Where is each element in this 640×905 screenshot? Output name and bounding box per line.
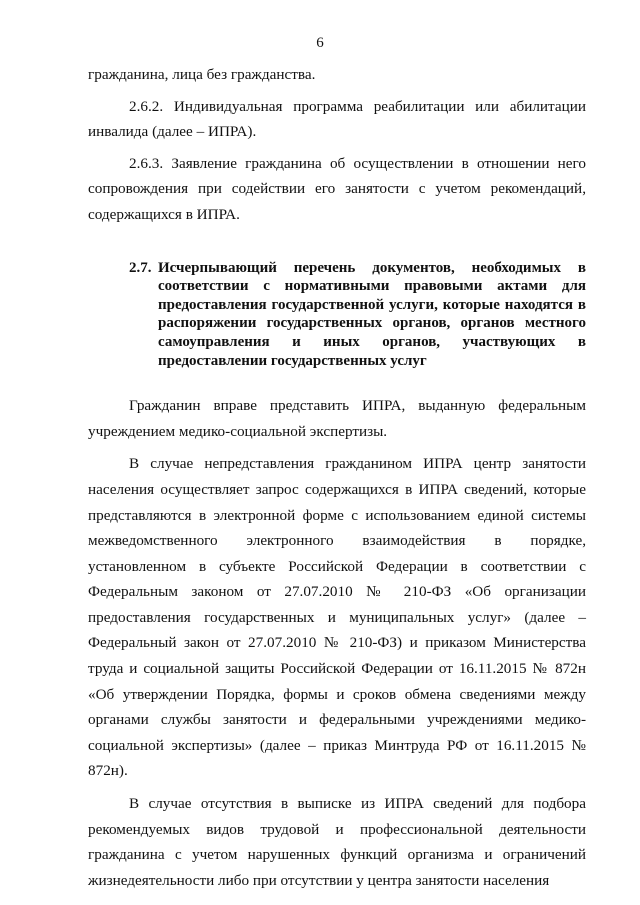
document-body xyxy=(88,62,586,893)
section-title xyxy=(158,259,586,371)
body-paragraph-1: Гражданин вправе представить ИПРА, выданную федеральным учреждением медико-социальной экспертизы. xyxy=(88,397,586,440)
page-number: 6 xyxy=(316,35,324,51)
section-title-line: предоставления государственной услуги, которые находятся в xyxy=(158,296,586,313)
body-paragraph-2: В случае непредставления гражданином ИПРА центр занятости населения осуществляет запрос содержащихся в ИПРА сведений, которые представляются в электронной форме с использованием единой системы межведомственного электронного взаимодействия в порядке, установленном в субъекте Российской Федерации в соответствии с Федеральным законом от 27.07.2010 № 210-ФЗ «Об организации предоставления государственных и муниципальных услуг» (далее – Федеральный закон от 27.07.2010 № 210-ФЗ) и приказом Министерства труда и социальной защиты Российской Федерации от 16.11.2015 № 872н «Об утверждении Порядка, формы и сроков обмена сведениями между органами службы занятости и федеральными учреждениями медико-социальной экспертизы» (далее – приказ Минтруда РФ от 16.11.2015 № 872н). xyxy=(88,455,586,780)
section-title-line: самоуправления и иных органов, участвующих в xyxy=(158,333,586,350)
paragraph-2-6-2: 2.6.2. Индивидуальная программа реабилитации или абилитации инвалида (далее – ИПРА). xyxy=(88,97,586,141)
section-heading-2-7 xyxy=(88,259,586,371)
section-title-line: предоставлении государственных услуг xyxy=(158,352,427,369)
paragraph-2-6-3: 2.6.3. Заявление гражданина об осуществлении в отношении него сопровождения при содействии его занятости с учетом рекомендаций, содержащихся в ИПРА. xyxy=(88,154,586,223)
section-body xyxy=(88,393,586,893)
section-number: 2.7. xyxy=(129,259,152,276)
intro-paragraph: гражданина, лица без гражданства. xyxy=(88,66,316,83)
section-title-line: Исчерпывающий перечень документов, необходимых в xyxy=(158,259,586,276)
section-title-line: распоряжении государственных органов, органов местного xyxy=(158,315,586,332)
body-paragraph-3: В случае отсутствия в выписке из ИПРА сведений для подбора рекомендуемых видов трудовой и профессиональной деятельности гражданина с учетом нарушенных функций организма и ограничений жизнедеятельности либо при отсутствии у центра занятости населения xyxy=(88,795,586,889)
section-title-line: соответствии с нормативными правовыми актами для xyxy=(158,278,586,295)
